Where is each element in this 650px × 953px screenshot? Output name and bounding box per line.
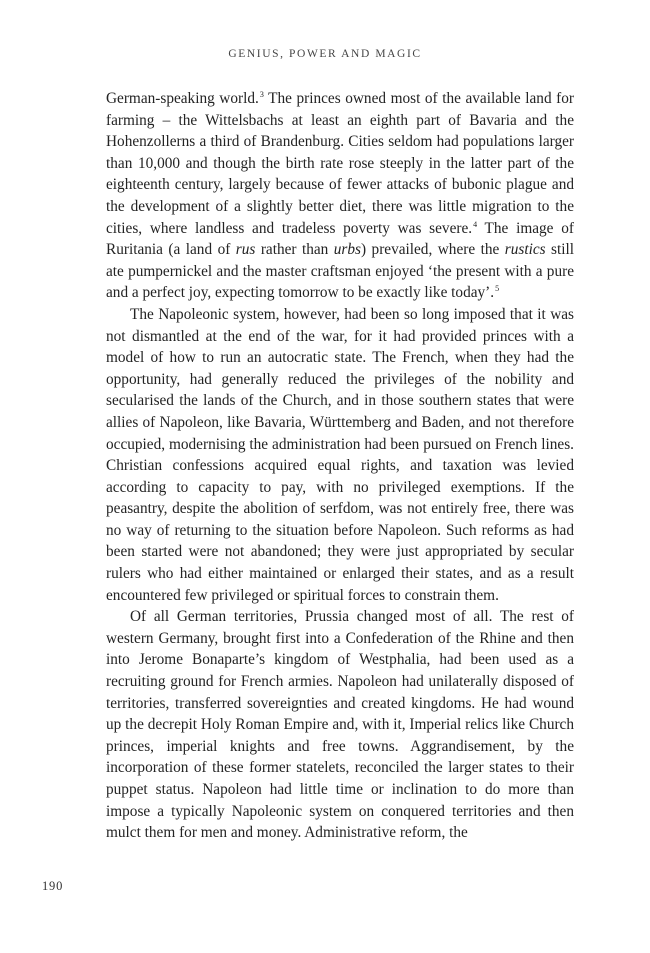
italic-term-rustics: rustics: [504, 241, 546, 259]
page-number: 190: [42, 879, 64, 893]
footnote-ref-5: 5: [495, 284, 500, 294]
footnote-ref-4: 4: [473, 219, 478, 229]
text-segment: still ate pumpernickel and the master craftsman enjoyed ‘the present with a pure and a perfect joy, expecting tomorrow to be exactly like today’.: [106, 241, 574, 302]
italic-term-urbs: urbs: [333, 241, 361, 259]
text-segment: German-speaking world.: [106, 90, 259, 107]
text-segment: The image of Ruritania (a land of: [106, 219, 574, 259]
paragraph-1: [106, 88, 574, 304]
text-segment: The princes owned most of the available land for farming – the Wittelsbachs at least an eighth part of Bavaria and the Hohenzollerns a third of Brandenburg. Cities seldom had populations larger than 10,000 and though the birth rate rose steeply in the latter part of the eighteenth century, largely because of fewer attacks of bubonic plague and the development of a slightly better diet, there was little migration to the cities, where landless and tradeless poverty was severe.: [106, 90, 574, 237]
paragraph-2: The Napoleonic system, however, had been so long imposed that it was not dismantled at the end of the war, for it had provided princes with a model of how to run an autocratic state. The French, when they had the opportunity, had generally reduced the privileges of the nobility and secularised the lands of the Church, and in those southern states that were allies of Napoleon, like Bavaria, Württemberg and Baden, and not therefore occupied, modernising the administration had been pursued on French lines. Christian confessions acquired equal rights, and taxation was levied according to capacity to pay, with no privileged exemptions. If the peasantry, despite the abolition of serfdom, was not entirely free, there was no way of returning to the situation before Napoleon. Such reforms as had been started were not abandoned; they were just appropriated by secular rulers who had either maintained or enlarged their states, and as a result encountered few privileged or spiritual forces to constrain them.: [106, 305, 574, 604]
text-segment: ) prevailed, where the: [360, 241, 505, 259]
text-segment: rather than: [255, 241, 334, 259]
italic-term-rus: rus: [235, 241, 256, 259]
paragraph-3: Of all German territories, Prussia changed most of all. The rest of western Germany, brought first into a Confederation of the Rhine and then into Jerome Bonaparte’s kingdom of Westphalia, had been used as a recruiting ground for French armies. Napoleon had unilaterally disposed of territories, transferred sovereignties and created kingdoms. He had wound up the decrepit Holy Roman Empire and, with it, Imperial relics like Church princes, imperial knights and free towns. Aggrandisement, by the incorporation of these former statelets, reconciled the larger states to their puppet status. Napoleon had little time or inclination to do more than impose a typically Napoleonic system on conquered territories and then mulct them for men and money. Administrative reform, the: [106, 608, 574, 842]
footnote-ref-3: 3: [259, 90, 264, 99]
running-head: GENIUS, POWER AND MAGIC: [228, 48, 422, 60]
body-text: [106, 88, 574, 844]
